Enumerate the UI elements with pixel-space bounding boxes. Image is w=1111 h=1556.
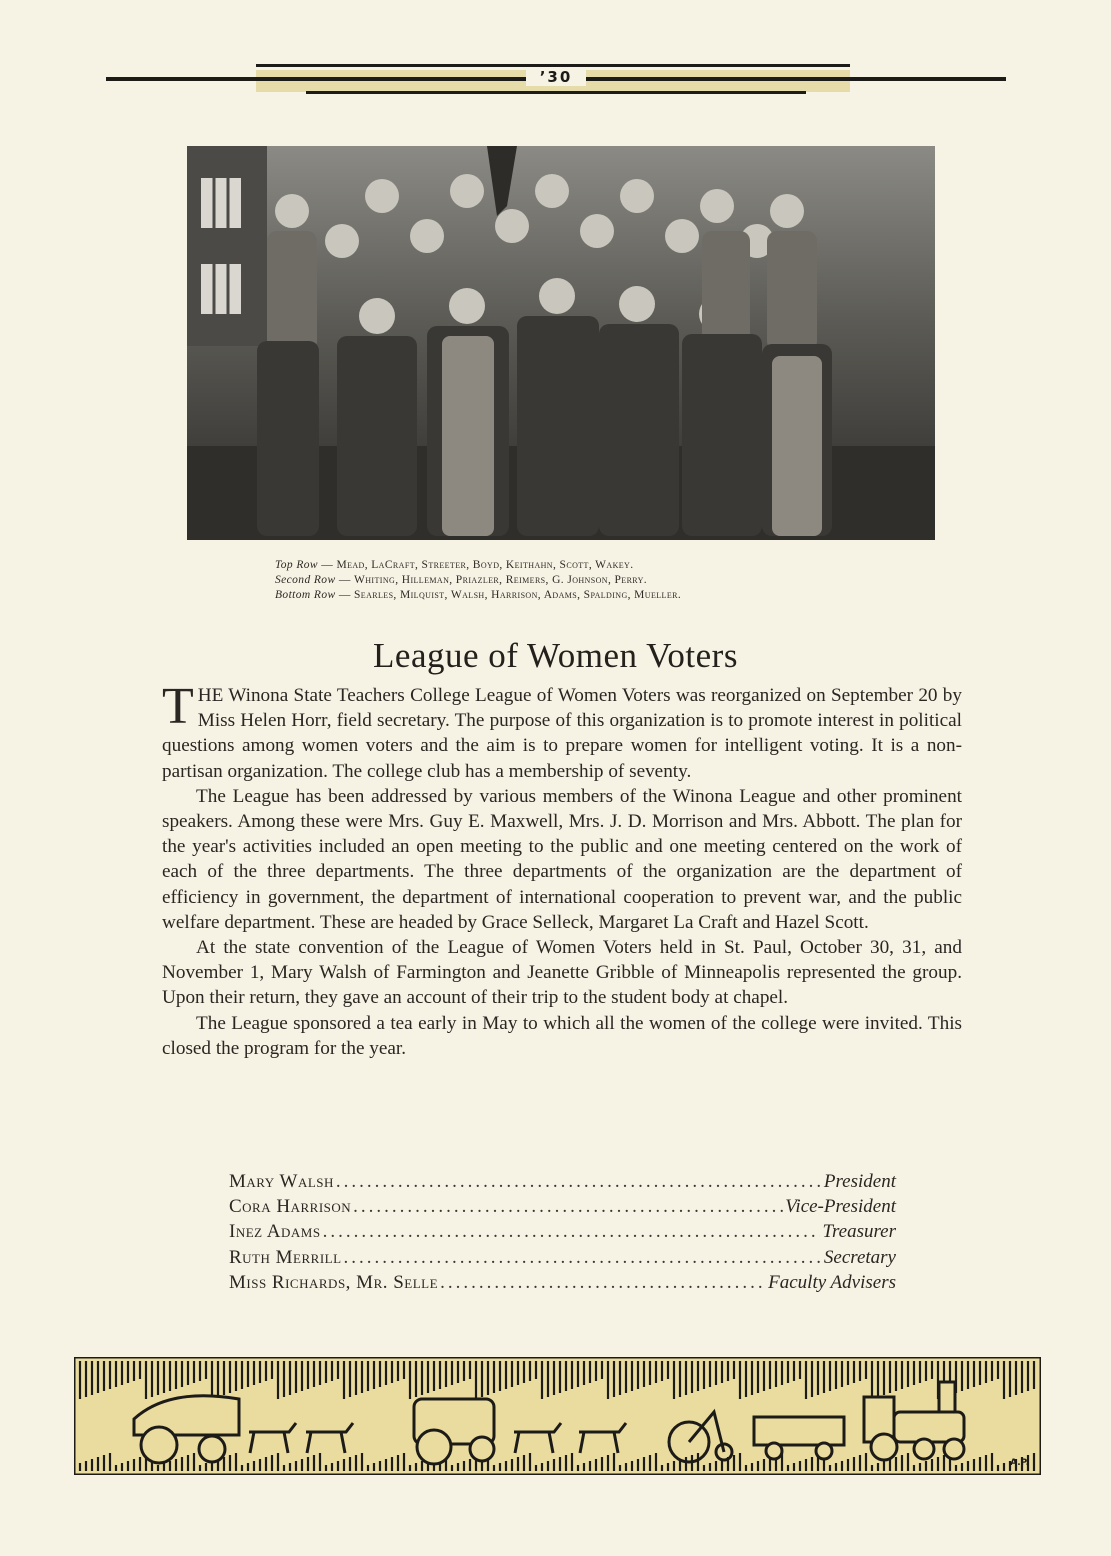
article-body bbox=[162, 678, 962, 1061]
drop-cap: T bbox=[162, 678, 194, 735]
officer-row bbox=[229, 1194, 896, 1219]
officers-list bbox=[229, 1169, 896, 1295]
group-photo-image bbox=[187, 146, 935, 540]
page-title: League of Women Voters bbox=[373, 636, 738, 675]
leader-dots bbox=[353, 1194, 783, 1219]
officer-role: Vice-President bbox=[785, 1196, 896, 1218]
page-marker: ’30 bbox=[526, 68, 586, 86]
caption-names: Mead, LaCraft, Streeter, Boyd, Keithahn, Scott, Wakey. bbox=[336, 559, 634, 571]
officer-role: Faculty Advisers bbox=[768, 1271, 896, 1293]
officer-name: Miss Richards, Mr. Selle bbox=[229, 1271, 439, 1293]
caption-row-top: Top Row — Mead, LaCraft, Streeter, Boyd, Keithahn, Scott, Wakey. bbox=[275, 559, 634, 571]
header-line-top bbox=[256, 64, 850, 67]
officer-row bbox=[229, 1245, 896, 1270]
officer-role: President bbox=[823, 1171, 896, 1192]
transport-frieze-illustration bbox=[74, 1357, 1041, 1475]
officer-row bbox=[229, 1219, 896, 1244]
paragraph-4: The League sponsored a tea early in May to which all the women of the college were invited. This closed the program for the year. bbox=[162, 1012, 962, 1059]
paragraph-1: THE Winona State Teachers College League of Women Voters was reorganized on September 20 by Miss Helen Horr, field secretary. The purpose of this organization is to promote interest in political questions among women voters and the aim is to prepare women for intelligent voting. It is a non-partisan organization. The college club has a membership of seventy. bbox=[162, 678, 962, 782]
caption-names: Searles, Milquist, Walsh, Harrison, Adams, Spalding, Mueller. bbox=[354, 589, 682, 601]
artist-signature: A.P. bbox=[1010, 1458, 1029, 1468]
caption-row-second: Second Row — Whiting, Hilleman, Priazler, Reimers, G. Johnson, Perry. bbox=[275, 574, 648, 586]
officer-name: Mary Walsh bbox=[229, 1171, 334, 1192]
caption-names: Whiting, Hilleman, Priazler, Reimers, G. Johnson, Perry. bbox=[354, 574, 648, 586]
officer-role: Secretary bbox=[823, 1246, 896, 1268]
leader-dots bbox=[323, 1219, 821, 1244]
officer-name: Ruth Merrill bbox=[229, 1246, 342, 1268]
officer-name: Cora Harrison bbox=[229, 1196, 352, 1218]
leader-dots bbox=[336, 1169, 822, 1194]
caption-label: Second Row bbox=[275, 574, 336, 586]
caption-label: Top Row bbox=[275, 559, 318, 571]
photo-caption bbox=[275, 558, 875, 603]
paragraph-2: The League has been addressed by various members of the Winona League and other prominent speakers. Among these were Mrs. Guy E. Maxwell, Mrs. J. D. Morrison and Mrs. Abbott. The plan for the year's activities included an open meeting to the public and one meeting centered on the work of each of the three departments. The three departments of the organization are the department of efficiency in government, the department of international cooperation to prevent war, and the public welfare department. These are headed by Grace Selleck, Margaret La Craft and Hazel Scott. bbox=[162, 785, 962, 933]
officer-row bbox=[229, 1169, 896, 1194]
officer-row bbox=[229, 1270, 896, 1295]
header-line-bottom bbox=[306, 91, 806, 94]
caption-label: Bottom Row bbox=[275, 589, 336, 601]
group-photo bbox=[187, 146, 935, 540]
leader-dots bbox=[344, 1245, 822, 1270]
officer-role: Treasurer bbox=[822, 1221, 896, 1243]
leader-dots bbox=[440, 1270, 766, 1295]
caption-row-bottom: Bottom Row — Searles, Milquist, Walsh, Harrison, Adams, Spalding, Mueller. bbox=[275, 589, 682, 601]
page-header-rule bbox=[106, 62, 1006, 98]
decorative-footer-band bbox=[74, 1357, 1041, 1475]
officer-name: Inez Adams bbox=[229, 1221, 321, 1243]
paragraph-3: At the state convention of the League of Women Voters held in St. Paul, October 30, 31, and November 1, Mary Walsh of Farmington and Jeanette Gribble of Minneapolis represented the group. Upon their return, they gave an account of their trip to the student body at chapel. bbox=[162, 937, 962, 1009]
